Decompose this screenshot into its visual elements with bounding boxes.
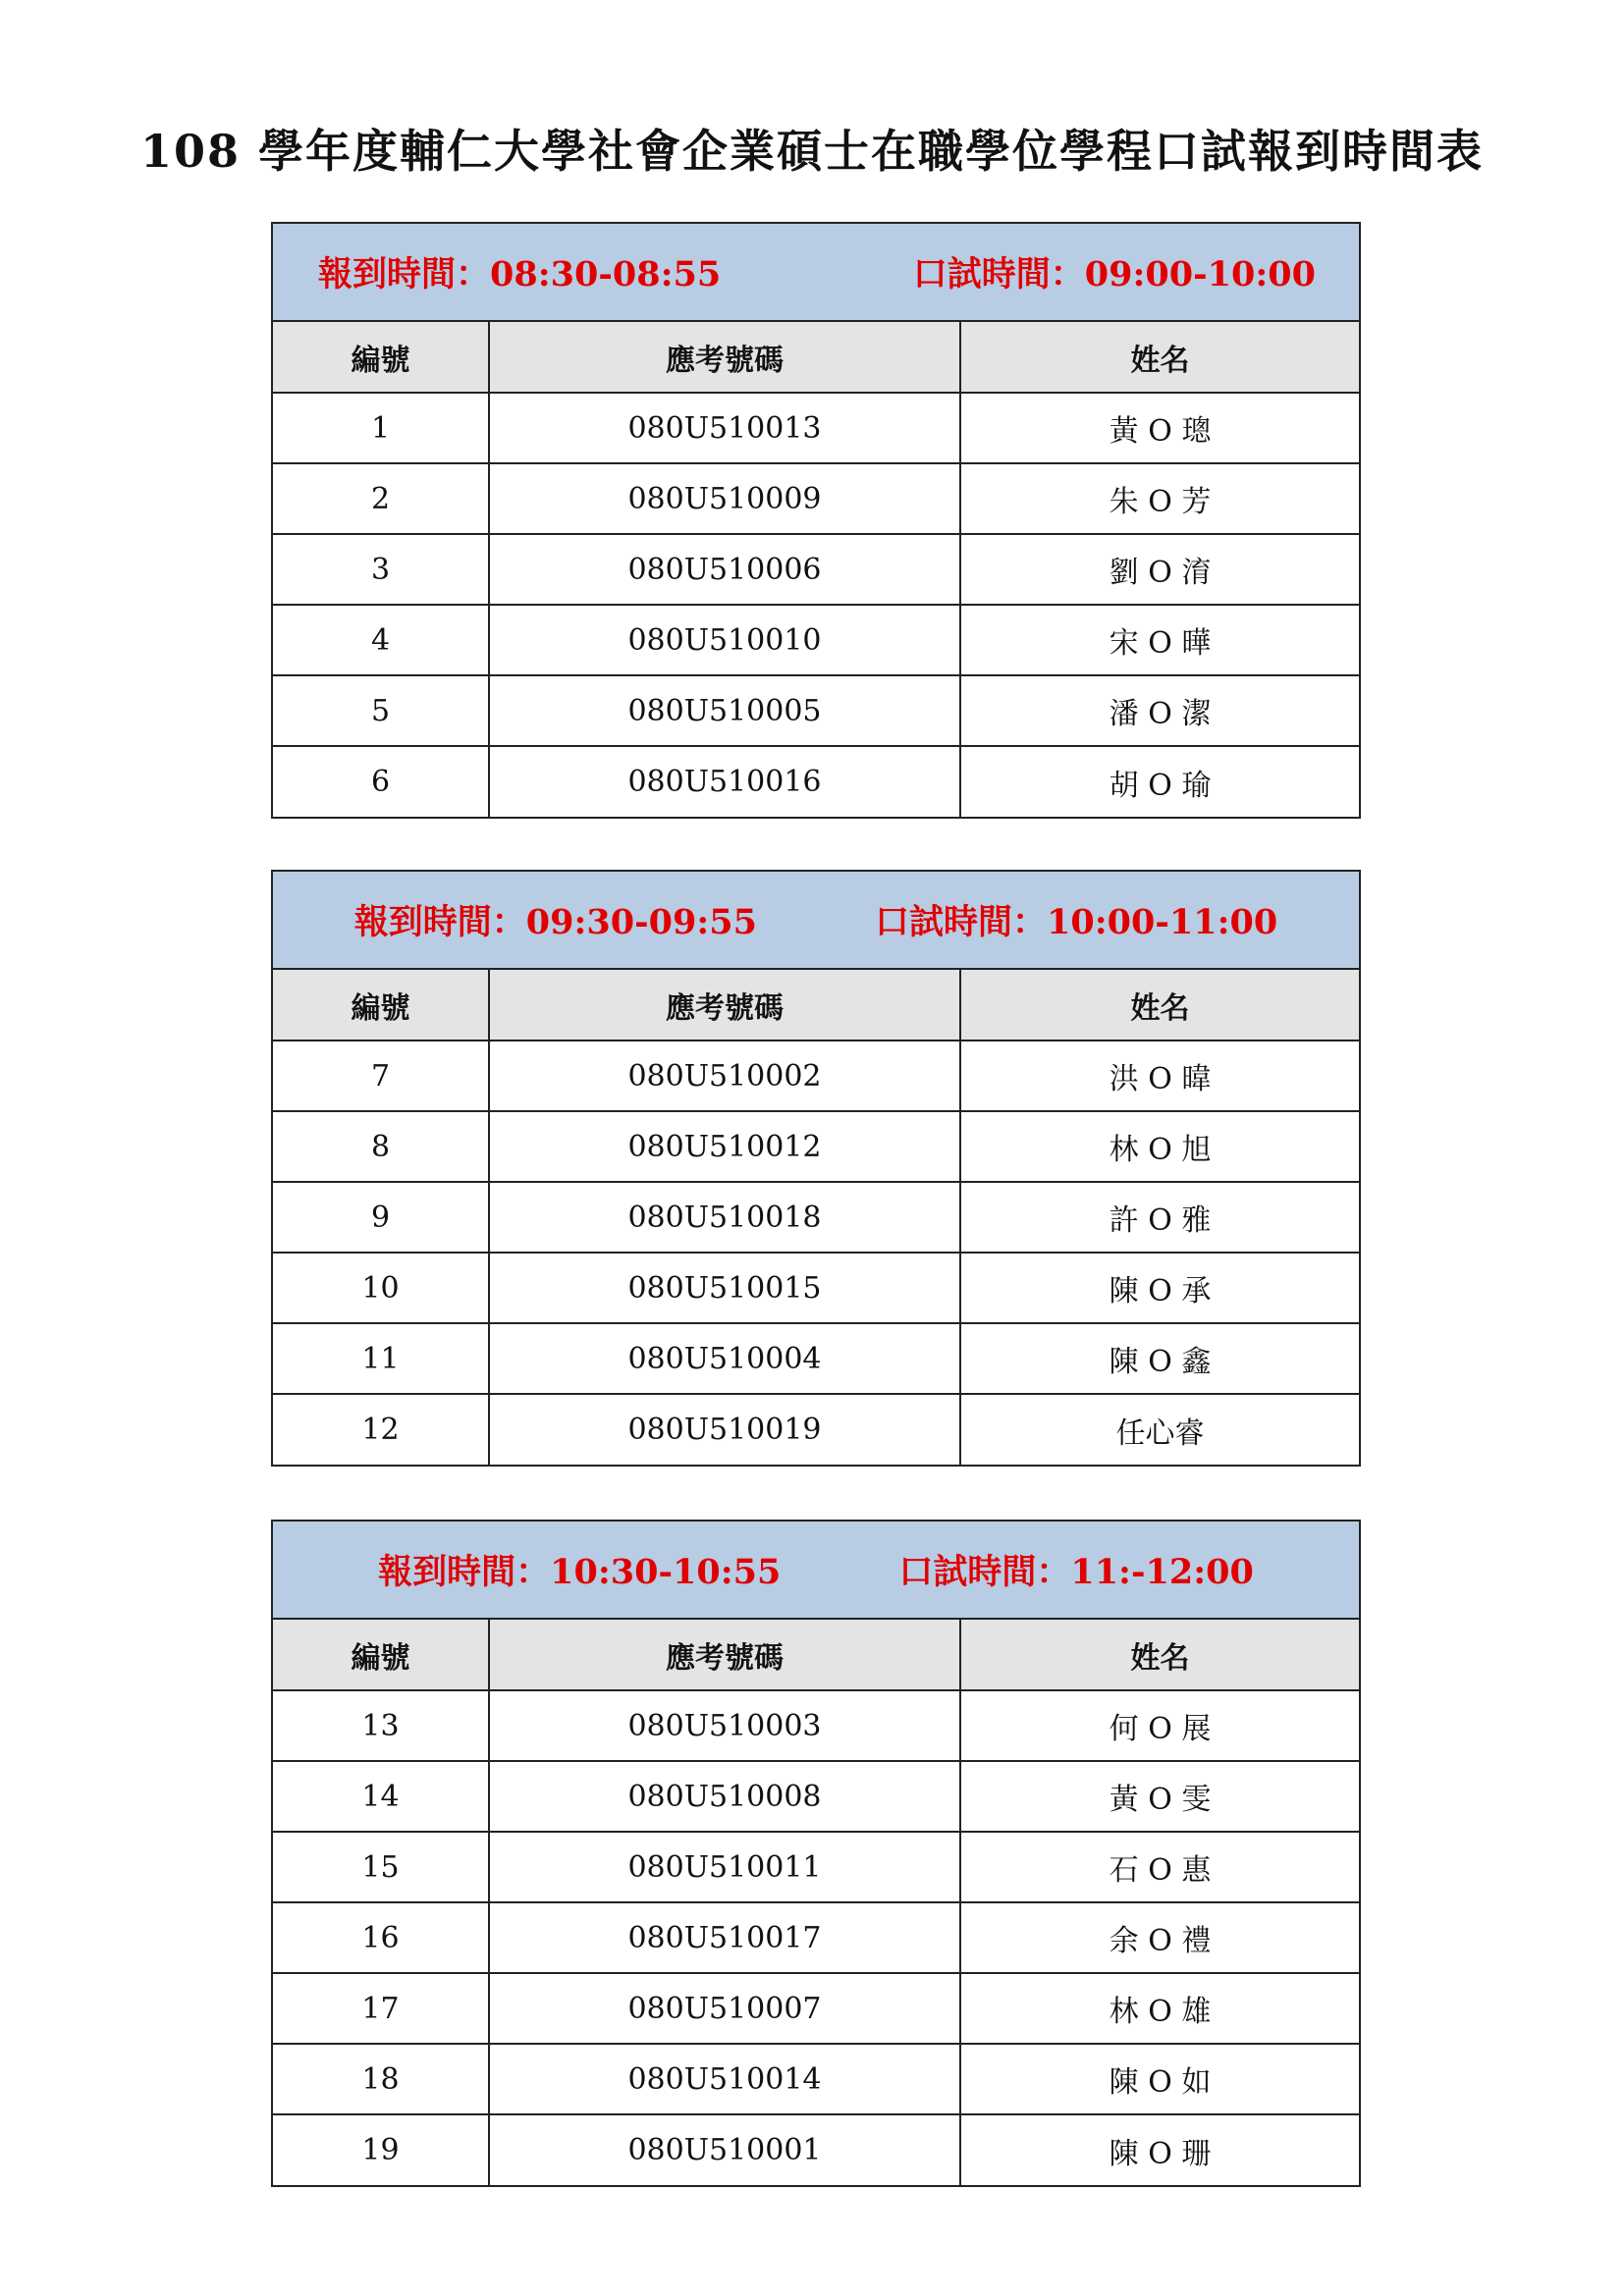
cell-number: 16 — [273, 1902, 489, 1973]
cell-name: 陳 O 承 — [960, 1253, 1359, 1323]
column-header-number: 編號 — [273, 322, 489, 393]
header-row — [273, 970, 1359, 1041]
table-row — [273, 2044, 1359, 2114]
cell-number: 3 — [273, 534, 489, 605]
cell-exam-id: 080U510017 — [489, 1902, 960, 1973]
roster-table — [273, 1620, 1359, 2185]
session-block — [271, 222, 1361, 819]
cell-name: 陳 O 鑫 — [960, 1323, 1359, 1394]
cell-exam-id: 080U510002 — [489, 1041, 960, 1111]
table-row — [273, 1902, 1359, 1973]
cell-number: 10 — [273, 1253, 489, 1323]
cell-exam-id: 080U510016 — [489, 746, 960, 817]
cell-exam-id: 080U510011 — [489, 1832, 960, 1902]
exam-time: 口試時間：10:00-11:00 — [875, 902, 1278, 942]
cell-number: 2 — [273, 463, 489, 534]
cell-name: 洪 O 暐 — [960, 1041, 1359, 1111]
table-row — [273, 463, 1359, 534]
cell-number: 6 — [273, 746, 489, 817]
cell-name: 朱 O 芳 — [960, 463, 1359, 534]
roster-table — [273, 970, 1359, 1465]
exam-time: 口試時間：09:00-10:00 — [912, 254, 1316, 294]
cell-number: 5 — [273, 675, 489, 746]
cell-exam-id: 080U510003 — [489, 1690, 960, 1761]
session-banner — [273, 1522, 1359, 1620]
table-row — [273, 1182, 1359, 1253]
exam-time: 口試時間：11:-12:00 — [898, 1552, 1254, 1592]
cell-exam-id: 080U510018 — [489, 1182, 960, 1253]
cell-number: 13 — [273, 1690, 489, 1761]
table-row — [273, 1111, 1359, 1182]
cell-number: 4 — [273, 605, 489, 675]
table-row — [273, 1041, 1359, 1111]
session-banner — [273, 872, 1359, 970]
cell-name: 陳 O 如 — [960, 2044, 1359, 2114]
cell-exam-id: 080U510015 — [489, 1253, 960, 1323]
cell-name: 林 O 旭 — [960, 1111, 1359, 1182]
column-header-number: 編號 — [273, 1620, 489, 1690]
cell-exam-id: 080U510005 — [489, 675, 960, 746]
column-header-name: 姓名 — [960, 322, 1359, 393]
session-banner — [273, 224, 1359, 322]
page-title: 108 學年度輔仁大學社會企業碩士在職學位學程口試報到時間表 — [139, 125, 1485, 178]
cell-name: 胡 O 瑜 — [960, 746, 1359, 817]
cell-name: 潘 O 潔 — [960, 675, 1359, 746]
table-row — [273, 1253, 1359, 1323]
cell-exam-id: 080U510010 — [489, 605, 960, 675]
cell-number: 17 — [273, 1973, 489, 2044]
column-header-name: 姓名 — [960, 970, 1359, 1041]
session-block — [271, 1520, 1361, 2187]
cell-name: 任心睿 — [960, 1394, 1359, 1465]
cell-number: 9 — [273, 1182, 489, 1253]
session-block — [271, 870, 1361, 1467]
header-row — [273, 1620, 1359, 1690]
cell-exam-id: 080U510004 — [489, 1323, 960, 1394]
cell-number: 11 — [273, 1323, 489, 1394]
checkin-time: 報到時間：09:30-09:55 — [353, 902, 757, 942]
cell-number: 1 — [273, 393, 489, 463]
table-row — [273, 1323, 1359, 1394]
cell-exam-id: 080U510012 — [489, 1111, 960, 1182]
table-row — [273, 1832, 1359, 1902]
cell-exam-id: 080U510013 — [489, 393, 960, 463]
cell-exam-id: 080U510019 — [489, 1394, 960, 1465]
table-row — [273, 1394, 1359, 1465]
table-row — [273, 675, 1359, 746]
cell-exam-id: 080U510006 — [489, 534, 960, 605]
table-row — [273, 605, 1359, 675]
cell-name: 黃 O 璁 — [960, 393, 1359, 463]
cell-name: 宋 O 曄 — [960, 605, 1359, 675]
cell-number: 7 — [273, 1041, 489, 1111]
cell-name: 何 O 展 — [960, 1690, 1359, 1761]
cell-number: 19 — [273, 2114, 489, 2185]
header-row — [273, 322, 1359, 393]
cell-name: 陳 O 珊 — [960, 2114, 1359, 2185]
column-header-name: 姓名 — [960, 1620, 1359, 1690]
table-row — [273, 746, 1359, 817]
column-header-number: 編號 — [273, 970, 489, 1041]
cell-exam-id: 080U510009 — [489, 463, 960, 534]
cell-name: 黃 O 雯 — [960, 1761, 1359, 1832]
cell-name: 許 O 雅 — [960, 1182, 1359, 1253]
cell-number: 12 — [273, 1394, 489, 1465]
cell-exam-id: 080U510008 — [489, 1761, 960, 1832]
cell-number: 15 — [273, 1832, 489, 1902]
cell-number: 18 — [273, 2044, 489, 2114]
cell-number: 8 — [273, 1111, 489, 1182]
table-row — [273, 2114, 1359, 2185]
column-header-exam-id: 應考號碼 — [489, 1620, 960, 1690]
column-header-exam-id: 應考號碼 — [489, 970, 960, 1041]
cell-exam-id: 080U510007 — [489, 1973, 960, 2044]
cell-exam-id: 080U510014 — [489, 2044, 960, 2114]
cell-exam-id: 080U510001 — [489, 2114, 960, 2185]
table-row — [273, 393, 1359, 463]
cell-name: 劉 O 淯 — [960, 534, 1359, 605]
table-row — [273, 1973, 1359, 2044]
cell-number: 14 — [273, 1761, 489, 1832]
table-row — [273, 1761, 1359, 1832]
table-row — [273, 534, 1359, 605]
cell-name: 林 O 雄 — [960, 1973, 1359, 2044]
checkin-time: 報到時間：10:30-10:55 — [378, 1552, 782, 1592]
cell-name: 余 O 禮 — [960, 1902, 1359, 1973]
cell-name: 石 O 惠 — [960, 1832, 1359, 1902]
checkin-time: 報到時間：08:30-08:55 — [318, 254, 722, 294]
table-row — [273, 1690, 1359, 1761]
roster-table — [273, 322, 1359, 817]
column-header-exam-id: 應考號碼 — [489, 322, 960, 393]
